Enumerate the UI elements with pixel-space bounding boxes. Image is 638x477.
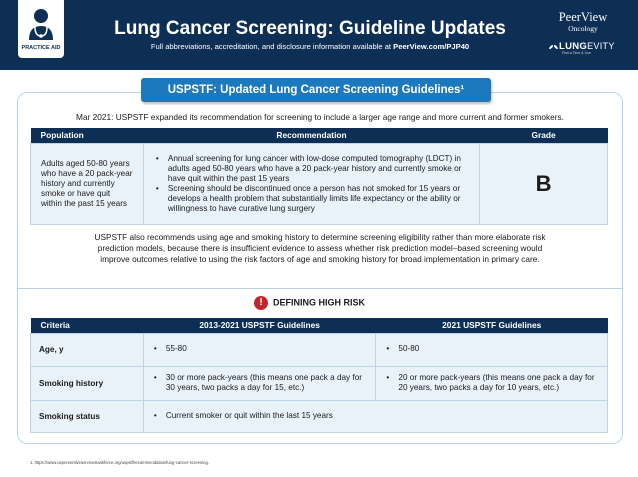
section-divider (17, 288, 623, 289)
old-guideline-cell (143, 333, 376, 366)
old-guideline-cell (143, 366, 376, 400)
new-guideline-cell (376, 333, 608, 366)
recommendation-table (30, 128, 608, 225)
criteria-label: Age, y (31, 333, 144, 366)
recommendation-row (31, 143, 608, 224)
criteria-table (30, 318, 608, 433)
risk-model-note: USPSTF also recommends using age and smoking history to determine screening eligibility rather than more elaborate risk prediction models, because there is insufficient evidence to assess whether risk prediction model–based screening would improve outcomes relative to using the risk factors of age and smoking history for broad implementation in primary care. (94, 232, 546, 264)
criteria-label: Smoking history (31, 366, 144, 400)
intro-text: Mar 2021: USPSTF expanded its recommendation for screening to include a larger age range and more current and former smokers. (76, 112, 564, 122)
footnote: 1. https://www.uspreventiveservicestaskforce.org/uspstf/recommendation/lung-cancer-screening. (30, 460, 209, 465)
criteria-row-smoking-status (31, 400, 608, 432)
alert-icon: ! (254, 296, 268, 310)
new-guideline-cell (376, 366, 608, 400)
lungevity-icon (548, 40, 559, 50)
peerview-oncology: Oncology (568, 24, 598, 33)
old-guideline-value: • 55-80 (152, 344, 368, 355)
new-guideline-value: • 20 or more pack-years (this means one pack a day for 20 years, two packs a day for 10 years, etc.) (384, 373, 599, 394)
defining-high-risk-heading (254, 296, 365, 310)
old-guideline-value: • Current smoker or quit within the last 15 years (152, 411, 599, 422)
population-cell: Adults aged 50-80 years who have a 20 pack-year history and currently smoke or have quit within the past 15 years (31, 143, 144, 224)
peerview-logo: PeerView (558, 10, 608, 24)
page-subtitle (90, 42, 530, 51)
section-banner: USPSTF: Updated Lung Cancer Screening Guidelines¹ (141, 78, 491, 102)
page-title: Lung Cancer Screening: Guideline Updates (114, 18, 506, 39)
lungevity-tagline: Find a Time & Live (562, 51, 591, 55)
defining-label: DEFINING HIGH RISK (273, 297, 366, 308)
recommendation-bullet: • Screening should be discontinued once a person has not smoked for 15 years or develops a health problem that substantially limits life expectancy or the ability or willingness to have curative lung surgery (154, 184, 469, 214)
header-population: Population (31, 128, 144, 143)
old-guideline-value: • 30 or more pack-years (this means one pack a day for 30 years, two packs a day for 15, etc.) (152, 373, 368, 394)
subtitle-link[interactable]: PeerView.com/PJP40 (393, 42, 470, 51)
badge-label: PRACTICE AID (21, 45, 61, 51)
lungevity-name-2: EVITY (587, 41, 615, 51)
practice-aid-badge (18, 0, 64, 58)
combined-guideline-cell (143, 400, 607, 432)
header-bar (0, 0, 638, 70)
doctor-icon (26, 6, 56, 42)
recommendation-list (154, 154, 469, 214)
header-grade: Grade (480, 128, 608, 143)
header-new-guidelines: 2021 USPSTF Guidelines (376, 318, 608, 333)
criteria-row-smoking-history (31, 366, 608, 400)
lungevity-name-1: LUNG (559, 41, 588, 52)
new-guideline-value: • 50-80 (384, 344, 599, 355)
header-criteria: Criteria (31, 318, 144, 333)
criteria-row-age (31, 333, 608, 366)
recommendation-header-row (31, 128, 608, 143)
criteria-label: Smoking status (31, 400, 144, 432)
header-old-guidelines: 2013-2021 USPSTF Guidelines (143, 318, 376, 333)
recommendation-cell (143, 143, 479, 224)
criteria-header-row (31, 318, 608, 333)
grade-cell: B (480, 143, 608, 224)
subtitle-prefix: Full abbreviations, accreditation, and disclosure information available at (150, 42, 392, 51)
header-recommendation: Recommendation (143, 128, 479, 143)
recommendation-bullet: • Annual screening for lung cancer with low-dose computed tomography (LDCT) in adults aged 50-80 years who have a 20 pack-year history and currently smoke or have quit within the past 15 years (154, 154, 469, 184)
